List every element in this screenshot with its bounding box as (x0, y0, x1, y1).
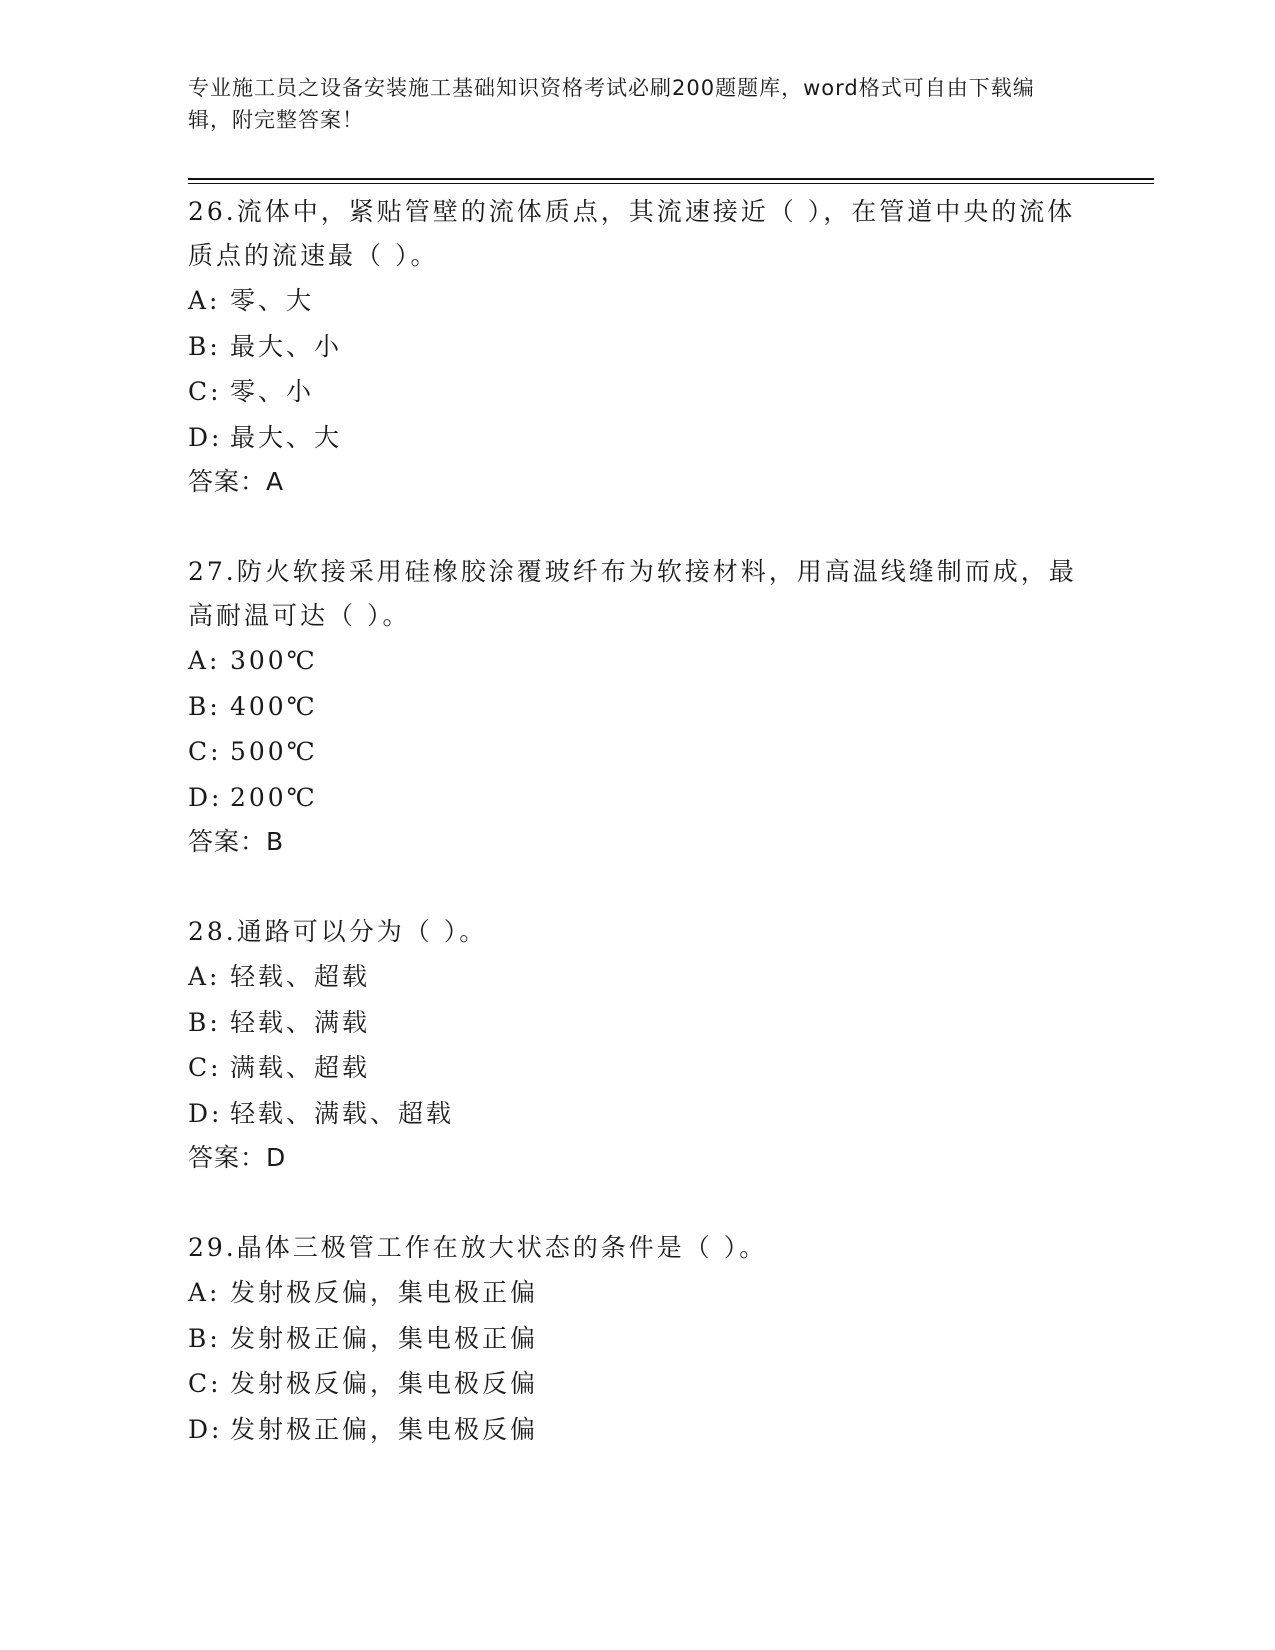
question-stem: 27.防火软接采用硅橡胶涂覆玻纤布为软接材料，用高温线缝制而成，最高耐温可达（ ）。 (188, 557, 1077, 630)
option-c (188, 1361, 1088, 1407)
option-key: B: (188, 691, 221, 721)
option-b (188, 1000, 1088, 1046)
option-d (188, 415, 1088, 461)
option-key: A: (188, 1278, 221, 1307)
option-b (188, 684, 1088, 730)
header-divider-thin (188, 183, 1154, 184)
option-key: C: (188, 377, 222, 406)
answer-line: 答案：D (188, 1143, 287, 1172)
option-a (188, 1270, 1088, 1316)
option-key: D: (188, 1414, 223, 1444)
question-28 (188, 910, 1088, 1180)
question-list (188, 190, 1088, 1498)
option-key: A: (188, 286, 221, 315)
option-text: 最大、大 (230, 422, 343, 452)
option-key: D: (188, 422, 223, 452)
option-d (188, 1091, 1088, 1137)
answer-line: 答案：B (188, 827, 285, 856)
option-text: 轻载、满载 (230, 1007, 371, 1037)
option-text: 发射极反偏，集电极反偏 (230, 1369, 539, 1398)
option-key: C: (188, 1053, 222, 1082)
option-a (188, 638, 1088, 684)
option-key: B: (188, 1323, 221, 1353)
question-stem: 26.流体中，紧贴管壁的流体质点，其流速接近（ ），在管道中央的流体质点的流速最（ ）。 (188, 197, 1076, 270)
option-text: 200℃ (230, 782, 318, 812)
header-divider-thick (188, 178, 1154, 180)
answer-line: 答案：A (188, 467, 285, 496)
option-key: C: (188, 1369, 222, 1398)
question-26 (188, 190, 1088, 504)
option-key: C: (188, 737, 222, 766)
option-text: 满载、超载 (230, 1053, 371, 1082)
option-text: 最大、小 (230, 331, 343, 361)
option-d (188, 775, 1088, 821)
option-a (188, 954, 1088, 1000)
option-c (188, 1045, 1088, 1091)
document-header: 专业施工员之设备安装施工基础知识资格考试必刷200题题库，word格式可自由下载编辑，附完整答案！ (188, 76, 1035, 132)
option-text: 300℃ (230, 646, 318, 675)
option-text: 零、大 (230, 286, 315, 315)
option-key: D: (188, 1098, 223, 1128)
option-text: 发射极反偏，集电极正偏 (230, 1278, 539, 1307)
option-b (188, 1316, 1088, 1362)
option-text: 500℃ (230, 737, 318, 766)
question-stem: 28.通路可以分为（ ）。 (188, 917, 488, 946)
option-text: 轻载、超载 (230, 962, 371, 991)
option-key: A: (188, 962, 221, 991)
question-29 (188, 1226, 1088, 1452)
option-d (188, 1407, 1088, 1453)
option-a (188, 278, 1088, 324)
option-key: A: (188, 646, 221, 675)
option-c (188, 369, 1088, 415)
option-text: 发射极正偏，集电极反偏 (230, 1414, 539, 1444)
question-stem: 29.晶体三极管工作在放大状态的条件是（ ）。 (188, 1233, 768, 1262)
option-text: 零、小 (230, 377, 315, 406)
question-27 (188, 550, 1088, 864)
option-key: D: (188, 782, 223, 812)
option-text: 发射极正偏，集电极正偏 (230, 1323, 539, 1353)
option-text: 轻载、满载、超载 (230, 1098, 455, 1128)
option-key: B: (188, 1007, 221, 1037)
option-key: B: (188, 331, 221, 361)
option-b (188, 324, 1088, 370)
option-c (188, 729, 1088, 775)
option-text: 400℃ (230, 691, 318, 721)
